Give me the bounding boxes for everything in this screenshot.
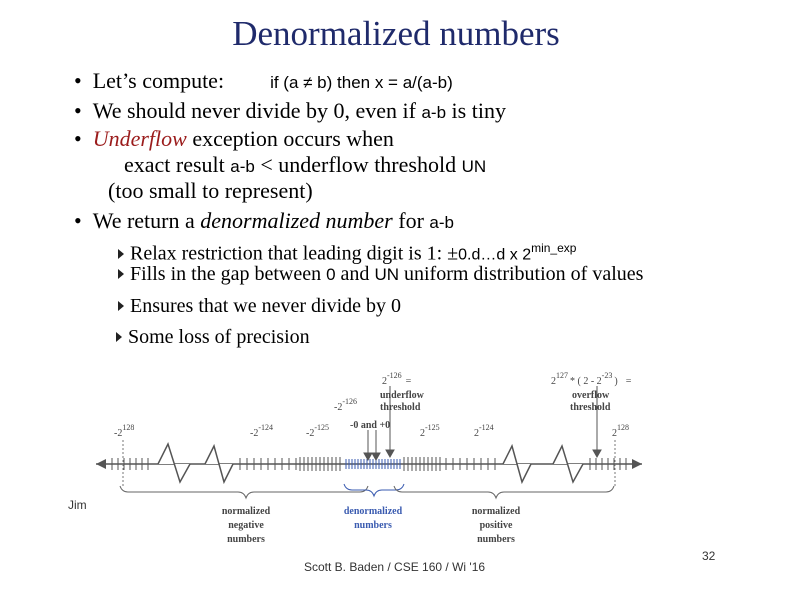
label-neg-normalized-2: negative: [228, 520, 264, 531]
un-code: UN: [374, 265, 399, 284]
label-pos-2-125: $2^{-125}$: [420, 423, 440, 439]
bullet-code-un: UN: [461, 157, 487, 176]
footer-jim: Jim: [68, 498, 87, 512]
bullet-text: exact result: [124, 152, 225, 177]
bullet-text: Let’s compute:: [92, 68, 225, 93]
break-mark: [205, 446, 233, 482]
bullet-code: a-b: [230, 157, 255, 176]
footer-credit: Scott B. Baden / CSE 160 / Wi '16: [304, 560, 486, 574]
subbullet-text: Fills in the gap between: [130, 263, 322, 285]
exponent: min_exp: [531, 241, 577, 255]
bullet-code: a-b: [421, 103, 447, 122]
label-underflow-line2: threshold: [380, 402, 421, 413]
braces: [120, 484, 614, 498]
subbullet-code: 0.d…d x 2: [458, 246, 532, 264]
bullet-underflow-line3: (too small to represent): [108, 178, 313, 203]
label-neg-2-125: $-2^{-125}$: [306, 423, 330, 439]
bullet-text: exception occurs when: [192, 126, 394, 151]
subbullet-and: and: [340, 263, 370, 285]
bullet-text-for: for: [398, 208, 424, 233]
arrow-left-icon: [96, 459, 106, 469]
break-mark: [503, 446, 531, 482]
bullet-text: We return a: [92, 208, 195, 233]
label-neg-2-126: $-2^{-126}$: [334, 397, 358, 413]
label-overflow-value: $2^{127}*$ ( $2 - 2^{-23}$) =: [551, 371, 632, 387]
pointer-head: [372, 453, 380, 460]
denormalized-term: denormalized number: [200, 208, 393, 233]
label-underflow-line1: underflow: [380, 390, 424, 401]
bullet-dot: •: [74, 98, 93, 123]
pointer-head: [364, 453, 372, 460]
label-zero: -0 and +0: [350, 420, 391, 431]
label-underflow-value: $2^{-126}=$: [382, 371, 412, 387]
page-number: 32: [702, 549, 716, 563]
bullet-text-tail: is tiny: [451, 98, 506, 123]
subbullet-text: Some loss of precision: [128, 326, 310, 348]
break-mark: [553, 446, 583, 482]
label-neg-2-124: $-2^{-124}$: [250, 423, 274, 439]
underflow-term: Underflow: [92, 126, 187, 151]
pointer-head: [593, 450, 601, 457]
brace-negative: [120, 486, 368, 498]
zero-code: 0: [326, 265, 336, 284]
bullet-dot: •: [74, 208, 93, 233]
subbullet-text: Ensures that we never divide by 0: [130, 295, 402, 317]
brace-positive: [394, 486, 614, 498]
bullet-dot: •: [74, 68, 93, 93]
break-mark: [158, 444, 190, 482]
bullet-text-mid: < underflow threshold: [260, 152, 457, 177]
bullet-code: a-b: [429, 213, 454, 232]
label-pos-2-124: $2^{-124}$: [474, 423, 494, 439]
label-neg-2-128: $-2^{128}$: [114, 423, 135, 439]
pointer-head: [386, 450, 394, 457]
label-neg-normalized-3: numbers: [227, 534, 265, 545]
label-overflow-line1: overflow: [572, 390, 610, 401]
label-pos-normalized-3: numbers: [477, 534, 515, 545]
label-denormalized-2: numbers: [354, 520, 392, 531]
slide-title: Denormalized numbers: [232, 14, 560, 53]
subbullet-text: Relax restriction that leading digit is 1:: [130, 242, 443, 265]
subbullet-tail: uniform distribution of values: [404, 263, 644, 285]
label-pos-normalized-2: positive: [479, 520, 513, 531]
arrow-right-icon: [632, 459, 642, 469]
brace-denormalized: [344, 484, 404, 496]
bullet-dot: •: [74, 126, 93, 151]
label-pos-normalized-1: normalized: [471, 506, 521, 517]
plus-minus: ±: [447, 242, 459, 265]
label-neg-normalized-1: normalized: [221, 506, 271, 517]
label-denormalized-1: denormalized: [343, 506, 403, 517]
label-overflow-line2: threshold: [570, 402, 611, 413]
bullet-code: if (a ≠ b) then x = a/(a-b): [270, 73, 453, 92]
bullet-text: We should never divide by 0, even if: [92, 98, 416, 123]
label-pos-2-128: $2^{128}$: [612, 423, 629, 439]
guide-lines: [123, 440, 615, 486]
